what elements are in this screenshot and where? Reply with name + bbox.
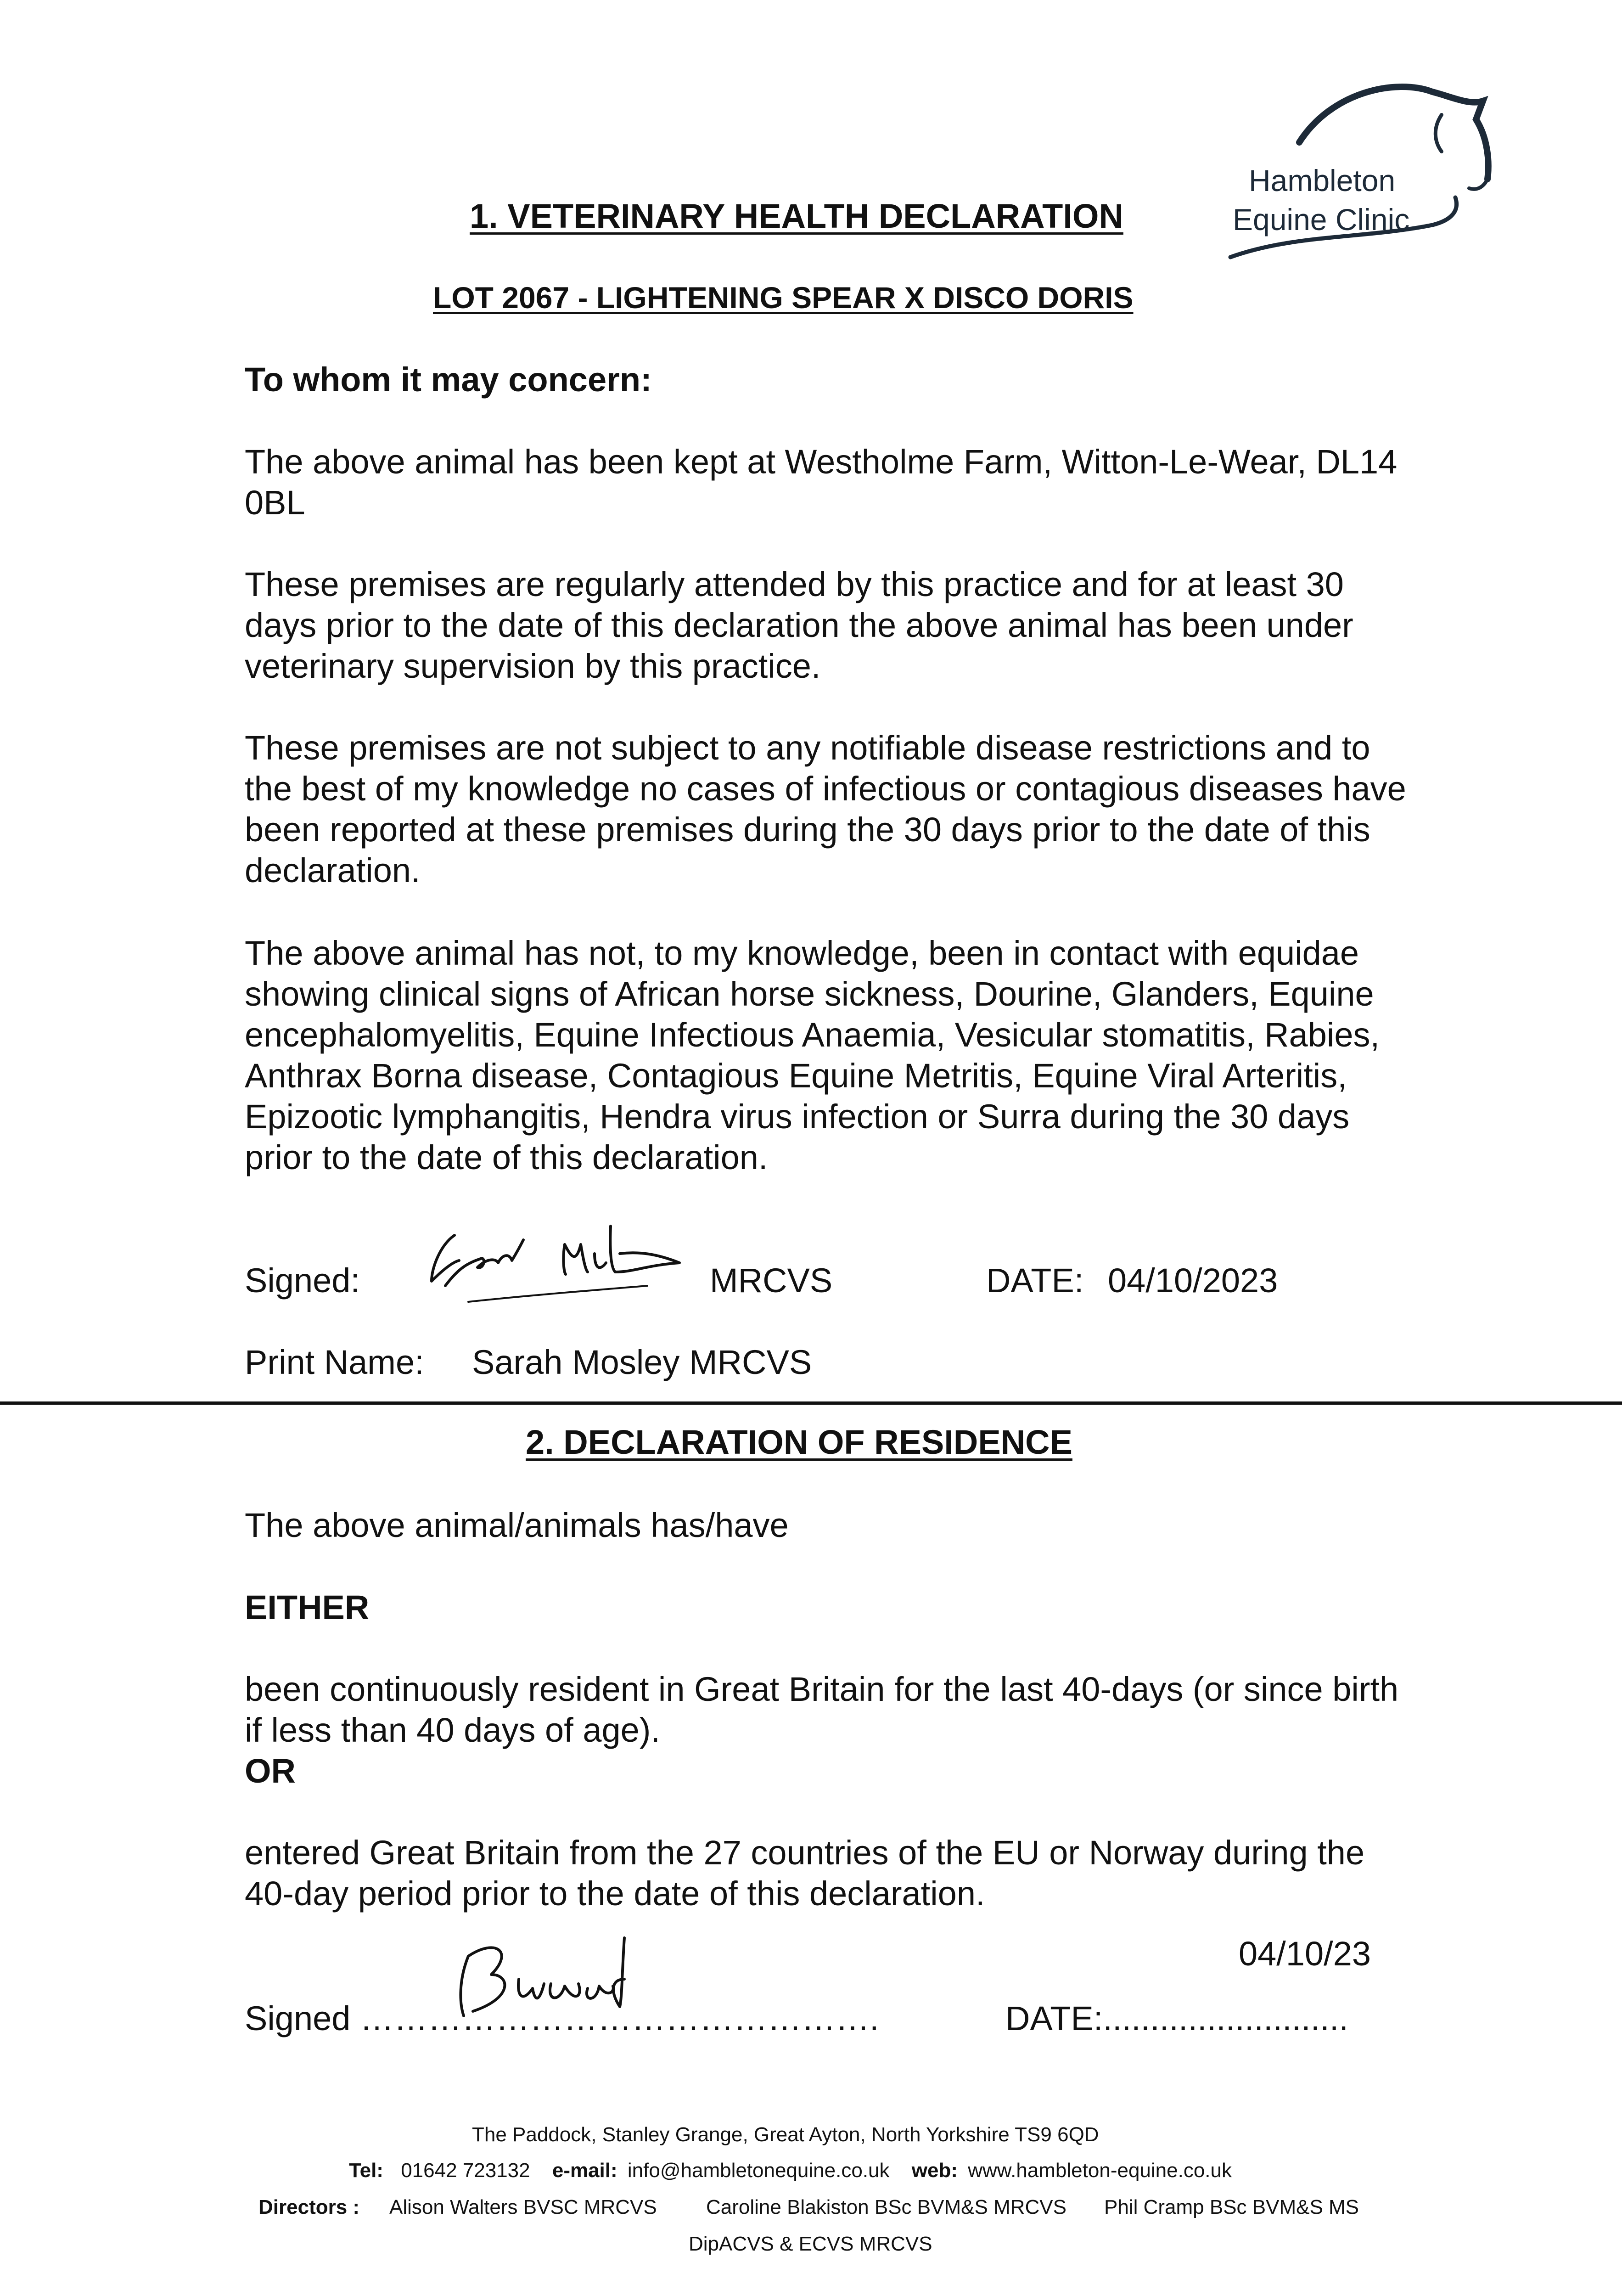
section-divider	[0, 1401, 1622, 1405]
qualification: MRCVS	[710, 1261, 833, 1300]
greeting: To whom it may concern:	[245, 360, 652, 399]
footer-contact	[349, 2159, 1232, 2182]
date-value: 04/10/2023	[1108, 1261, 1278, 1300]
residence-intro: The above animal/animals has/have	[245, 1506, 789, 1544]
residence-signed-line: Signed ……………………………………….	[245, 1999, 879, 2037]
clinic-logo	[1212, 73, 1497, 280]
email-label: e-mail:	[552, 2159, 617, 2182]
owner-signature	[441, 1929, 661, 2030]
lot-title: LOT 2067 - LIGHTENING SPEAR X DISCO DORIS	[433, 281, 1134, 315]
handwritten-date: 04/10/23	[1239, 1935, 1371, 1973]
option-entered: entered Great Britain from the 27 countries of the EU or Norway during the 40-day period prior to the date of this declaration.	[245, 1834, 1365, 1913]
director-2: Caroline Blakiston BSc BVM&S MRCVS	[706, 2196, 1066, 2218]
date-label: DATE:	[986, 1261, 1084, 1300]
or-label: OR	[245, 1752, 296, 1790]
email-value[interactable]: info@hambletonequine.co.uk	[627, 2159, 890, 2182]
signed-label: Signed:	[245, 1261, 360, 1300]
print-name-value: Sarah Mosley MRCVS	[472, 1343, 812, 1381]
print-name-label: Print Name:	[245, 1343, 424, 1381]
either-label: EITHER	[245, 1588, 370, 1626]
residence-date-line: DATE:..........................	[1005, 1999, 1348, 2037]
web-value[interactable]: www.hambleton-equine.co.uk	[968, 2159, 1232, 2182]
tel-value: 01642 723132	[401, 2159, 530, 2182]
paragraph-supervision: These premises are regularly attended by this practice and for at least 30 days prior to the date of this declaration the above animal has been under veterinary supervision by this practice.	[245, 565, 1353, 685]
director-3-continued: DipACVS & ECVS MRCVS	[689, 2233, 932, 2255]
director-1: Alison Walters BVSC MRCVS	[389, 2196, 657, 2218]
director-3: Phil Cramp BSc BVM&S MS	[1104, 2196, 1359, 2218]
paragraph-contact-diseases: The above animal has not, to my knowledge, been in contact with equidae showing clinical signs of African horse sickness, Dourine, Glanders, Equine encephalomyelitis, Equine Infectious Anaemia, Vesicular stomatitis, Rabies, Anthrax Borna disease, Contagious Equine Metritis, Equine Viral Arteritis, Epizootic lymphangitis, Hendra virus infection or Surra during the 30 days prior to the date of this declaration.	[245, 934, 1380, 1176]
paragraph-premises-location: The above animal has been kept at Westholme Farm, Witton-Le-Wear, DL14 0BL	[245, 443, 1398, 522]
tel-label: Tel:	[349, 2159, 383, 2182]
footer-address: The Paddock, Stanley Grange, Great Ayton, North Yorkshire TS9 6QD	[472, 2123, 1099, 2146]
section1-title: 1. VETERINARY HEALTH DECLARATION	[470, 197, 1123, 235]
logo-line-2: Equine Clinic	[1233, 203, 1410, 236]
section2-title: 2. DECLARATION OF RESIDENCE	[526, 1423, 1072, 1461]
logo-line-1: Hambleton	[1249, 163, 1396, 197]
web-label: web:	[911, 2159, 958, 2182]
paragraph-disease-restrictions: These premises are not subject to any notifiable disease restrictions and to the best of my knowledge no cases of infectious or contagious diseases have been reported at these premises during the 30 days prior to the date of this declaration.	[245, 729, 1406, 889]
vet-signature	[418, 1217, 693, 1313]
directors-label: Directors :	[258, 2196, 360, 2218]
option-resident: been continuously resident in Great Britain for the last 40-days (or since birth if less than 40 days of age).	[245, 1670, 1399, 1749]
footer-directors-label	[258, 2196, 359, 2219]
